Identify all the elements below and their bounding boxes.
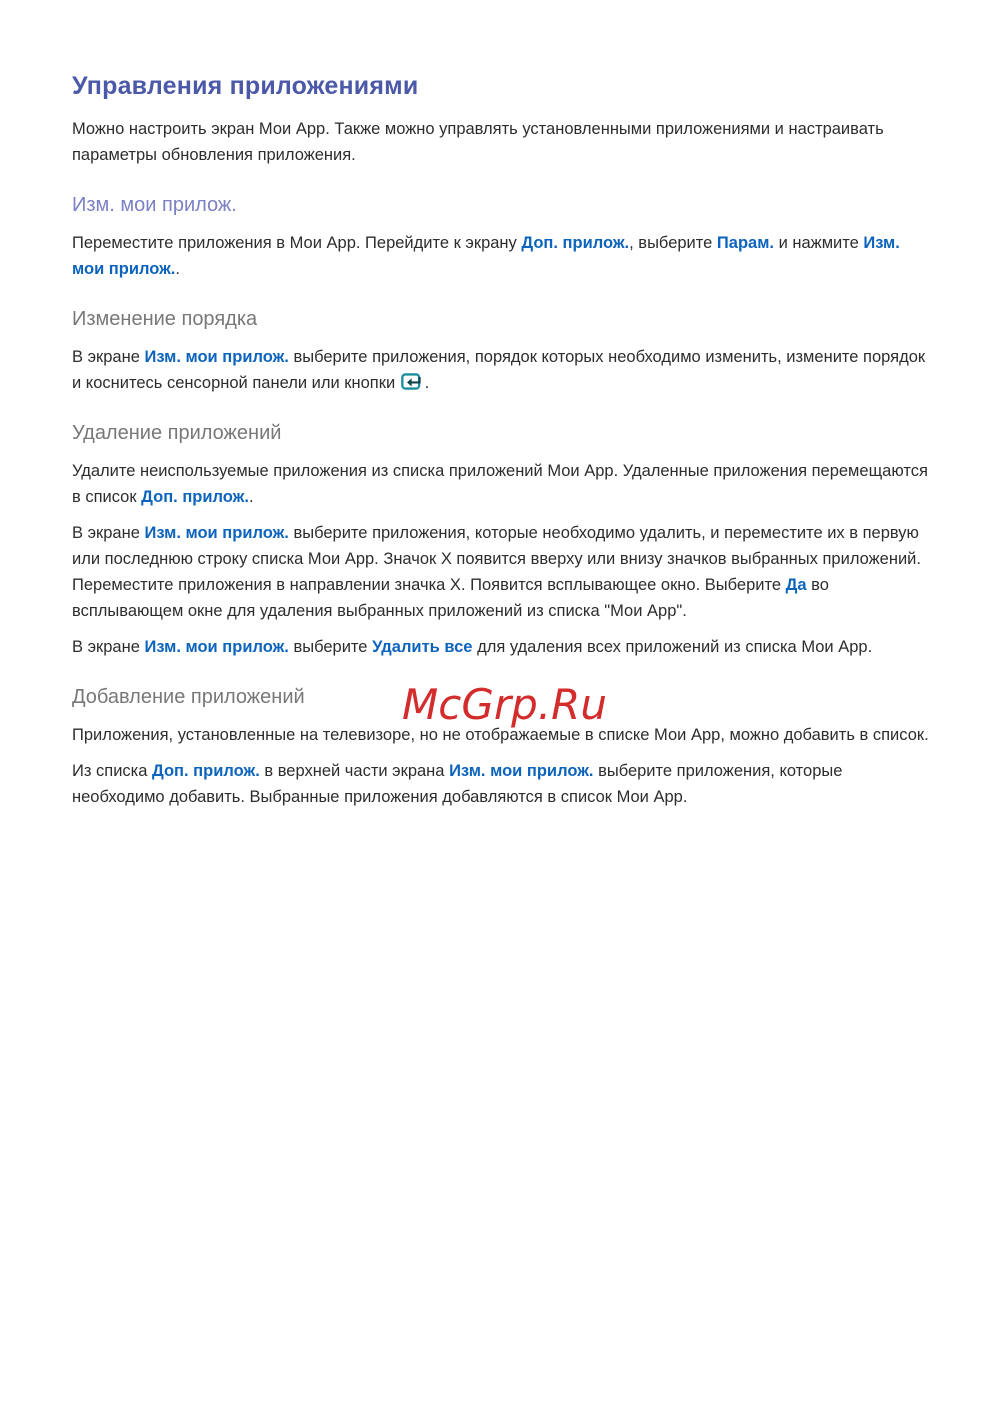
text-run: В экране (72, 524, 145, 542)
text-run: В экране (72, 638, 145, 656)
text-run: во всплывающем окне для удаления выбранных приложений из списка "Мои App". (72, 576, 829, 620)
paragraph (72, 758, 932, 810)
paragraph (72, 520, 932, 624)
term-highlight: Изм. мои прилож. (449, 762, 594, 780)
text-run: выберите приложения, которые необходимо добавить. Выбранные приложения добавляются в список Мои App. (72, 762, 843, 806)
section-heading: Удаление приложений (72, 422, 282, 444)
text-run: для удаления всех приложений из списка Мои App. (472, 638, 873, 656)
text-run: . (424, 374, 430, 392)
text-run: Приложения, установленные на телевизоре, но не отображаемые в списке Мои App, можно добавить в список. (72, 726, 929, 744)
text-run: В экране (72, 348, 145, 366)
term-highlight: Доп. прилож. (141, 488, 249, 506)
term-highlight: Да (785, 576, 807, 594)
text-run: Удалите неиспользуемые приложения из списка приложений Мои App. Удаленные приложения перемещаются в список (72, 462, 928, 506)
text-run: Из списка (72, 762, 153, 780)
paragraph (72, 722, 932, 748)
text-run: . (175, 260, 180, 278)
page-content (72, 70, 932, 820)
text-run: Переместите приложения в Мои App. Перейдите к экрану (72, 234, 522, 252)
page-title: Управления приложениями (72, 72, 419, 100)
term-highlight: Изм. мои прилож. (144, 348, 289, 366)
paragraph (72, 344, 932, 396)
paragraph (72, 458, 932, 510)
text-run: выберите приложения, порядок которых необходимо изменить, измените порядок и коснитесь сенсорной панели или кнопки (72, 348, 926, 392)
term-highlight: Изм. мои прилож. (144, 638, 289, 656)
text-run: и нажмите (774, 234, 864, 252)
section-heading: Изменение порядка (72, 308, 258, 330)
term-highlight: Доп. прилож. (521, 234, 630, 252)
paragraph (72, 116, 932, 168)
watermark-text: McGrp.Ru (402, 680, 607, 729)
paragraph (72, 634, 932, 660)
paragraph (72, 230, 932, 282)
text-run: , выберите (629, 234, 717, 252)
text-run: . (248, 488, 254, 506)
term-highlight: Парам. (716, 234, 774, 252)
text-run: Можно настроить экран Мои App. Также можно управлять установленными приложениями и настраивать параметры обновления приложения. (72, 120, 884, 164)
sections-container (72, 116, 932, 810)
text-run: в верхней части экрана (259, 762, 450, 780)
section-heading: Добавление приложений (72, 686, 305, 708)
enter-key-icon (401, 372, 424, 391)
text-run: выберите (288, 638, 373, 656)
term-highlight: Удалить все (372, 638, 473, 656)
term-highlight: Доп. прилож. (152, 762, 260, 780)
section-heading: Изм. мои прилож. (72, 194, 237, 216)
term-highlight: Изм. мои прилож. (72, 234, 900, 278)
text-run: выберите приложения, которые необходимо удалить, и переместите их в первую или последнюю строку списка Мои App. Значок X появится вверху или внизу значков выбранных приложений. Переместите приложения в направлении значка X. Появится всплывающее окно. Выберите (72, 524, 921, 594)
term-highlight: Изм. мои прилож. (144, 524, 289, 542)
